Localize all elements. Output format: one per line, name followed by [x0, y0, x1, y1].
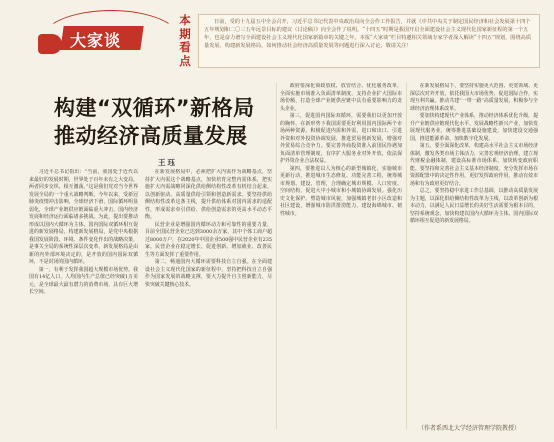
paragraph: 政府要深化简政放权、放管结合、优化服务改革，全面实施市场准入负面清单制度，支持企业扩大国际市场份额，打造全球产业链供应链中具有重要影响力的龙头企业。: [280, 83, 402, 112]
article-column-1: [29, 169, 138, 431]
paragraph: 第五，要全面深化改革，构建高水平社会主义市场经济体制，激发各类市场主体活力，完善宏观经济治理，建立现代财税金融体制，建设高标准市场体系，加快转变政府职能。要坚持和完善社会主义基本经济制度，充分发挥市场在资源配置中的决定性作用，更好发挥政府作用，推动有效市场和有为政府更好结合。: [410, 143, 538, 187]
article-column-3: [280, 83, 402, 431]
column-divider: [276, 83, 277, 429]
author-affiliation: （作者系西北大学经济管理学院教授）: [418, 425, 521, 432]
article-column-2: [145, 169, 272, 431]
paragraph: 第二，畅通国内大循环需要科技自立自强。在全面建设社会主义现代化国家的新征程中，坚持把科技自立自强作为国家发展的战略支撑，要大力提升自主创新能力，尽快突破关键核心技术。: [145, 259, 272, 288]
article-title-line-2: 推动经济高质量发展: [54, 124, 248, 148]
editor-note-text: 日前，受的十九届五中全会召开，习近平总书记代表中央政治局向全会作工作报告，并就《中共中央关于制定国民经济和社会发展第十四个五年规划和二〇三五年远景目标的建议（讨论稿）》向全会作了说明。“十四五”时期是我国开启全面建设社会主义现代化国家新征程的第一个五年，也是奋力谱写全面建设社会主义现代化国家新篇章的关键之年。本报“大家谈”栏目特邀相关领域专家学者深入解读“十四五”规划，围绕高质量发展、构建新发展格局，如何推动社会经济高质量发展等问题进行深入讨论，敬请关注！: [204, 19, 532, 50]
column-tag: 大家谈: [70, 31, 122, 50]
article-title: [54, 94, 294, 150]
paragraph: 第四，要推进以人为核心的新型城镇化，实施城市更新行动，推进城市生态修复、功能完善工程，统筹城市规划、建设、管理，合理确定城市规模、人口密度、空间结构，促进大中小城市和小城镇协调发展。强化历史文化保护、塑造城市风貌，加强城镇老旧小区改造和社区建设，增强城市防洪排涝能力，建设海绵城市、韧性城市。: [280, 165, 402, 217]
article-column-4: [410, 83, 538, 431]
paragraph: 第一，有利于发挥我国超大规模市场优势。我国有14亿人口，人均国内生产总值已经突破1万美元，是全球最大最有潜力的消费市场，具有巨大增长空间。: [29, 266, 138, 295]
paragraph: 民营企业是增强国内循环动力和可靠性的重要力量，目前全国民营企业已达到3000余万家，其中个体工商户超过8000万户，在2020年中国企业500强中民营企业有235家。民营企业在稳定增长、促进创新、增加就业、改善民生等方面发挥了重要作用。: [145, 221, 272, 258]
paragraph: 总之，要坚持稳中求进工作总基调，以推动高质量发展为主题，以深化供给侧结构性改革为主线，以改革创新为根本动力，以满足人民日益增长的美好生活需要为根本目的，坚持系统观念，加快构建以国内大循环为主体、国内国际双循环相互促进的新发展格局。: [410, 188, 538, 224]
paragraph: 第三，促进国内国际双循环，需要我们以更加开放的胸怀。在新形势下我国需要更好利用国内国际两个市场两种资源，积极促进内需和外需、进口和出口、引进外资和对外投资协调发展，推进贸易创新发展，增强对外贸易综合竞争力。要完善外商投资准入前国民待遇加负面清单管理制度，有序扩大服务业对外开放，依法保护外资企业合法权益。: [280, 113, 402, 164]
editor-note-label: 本期看点: [179, 13, 191, 68]
paragraph: 在新发展格局下，要坚持实施更大范围、更宽领域、更深层次对外开放，依托我国大市场优势，促进国际合作，实现互利共赢。推动共建“一带一路”高质量发展，积极参与全球经济治理体系改革。: [410, 83, 538, 112]
editor-note-box: [198, 14, 540, 68]
megaphone-icon: [38, 34, 62, 54]
article-author: 王珏: [158, 158, 177, 167]
paragraph: 在新发展格局中，必须把扩大内需作为战略基点，坚持扩大内需这个战略基点，加快培育完整内需体系，把实施扩大内需战略同深化供给侧结构性改革有机结合起来，以创新驱动、高质量供给引领和创造新需求。要坚持供给侧结构性改革这条主线，提升供给体系对国内需求的适配性，形成需求牵引供给、供给创造需求的更高水平动态平衡。: [145, 169, 272, 220]
column-divider: [406, 83, 407, 429]
paragraph: 习近平总书记指出：“当前，我国处于近代以来最好的发展时期，世界处于百年未有之大变局，两者同步交织、相互激荡。”这是我们党对当今世界发展全局的一个重大战略判断。今年以来，受新冠肺炎疫情冲击影响，全球经济下滑，国际循环明显弱化，全球产业链供应链面临重大冲击，国内经济发展和经济运行面临诸多挑战。为此，提出要推动形成以国内大循环为主体、国内国际双循环相互促进的新发展格局。构建新发展格局，是党中央根据我国发展阶段、环境、条件变化作出的战略决策，是事关全局的系统性深层次变革。新发展格局是由新的内外部环境决定的，是开放的国内国际双循环，不是封闭的国内循环。: [29, 169, 138, 265]
paragraph: 要加快构建现代产业体系，推动经济体系优化升级，提升产业链供应链现代化水平，发展战略性新兴产业，加快发展现代服务业，统筹推进基础设施建设，加快建设交通强国，推进能源革命，加快数字化发展。: [410, 113, 538, 142]
article-title-line-1: 构建“双循环”新格局: [54, 96, 255, 120]
